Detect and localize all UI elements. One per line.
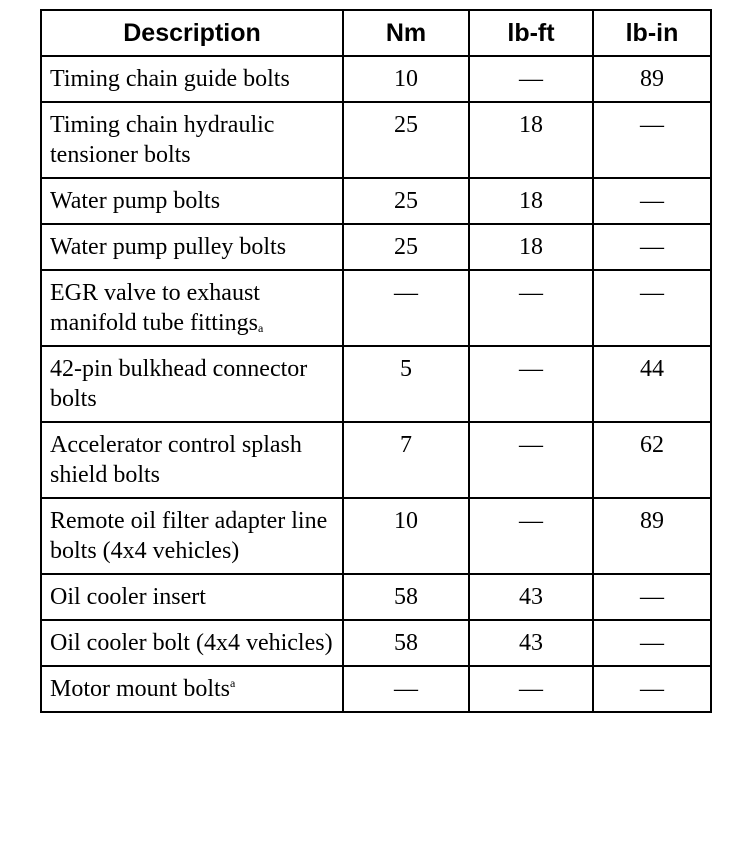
row-lbft: — [469, 270, 593, 346]
table-row [41, 346, 711, 422]
table-row [41, 422, 711, 498]
header-row [41, 10, 711, 56]
row-description: Accelerator control splash shield bolts [41, 422, 343, 498]
row-description-cell [41, 666, 343, 712]
row-lbin: — [593, 574, 711, 620]
row-description: Oil cooler bolt (4x4 vehicles) [41, 620, 343, 666]
row-nm: 10 [343, 498, 469, 574]
header-lbft: lb-ft [469, 10, 593, 56]
row-lbft: 43 [469, 574, 593, 620]
row-description: Oil cooler insert [41, 574, 343, 620]
torque-spec-table [40, 9, 712, 713]
table-row [41, 102, 711, 178]
header-description: Description [41, 10, 343, 56]
table-row [41, 666, 711, 712]
row-nm: 25 [343, 102, 469, 178]
row-description: Timing chain hydraulic tensioner bolts [41, 102, 343, 178]
table-row [41, 574, 711, 620]
row-nm: 10 [343, 56, 469, 102]
row-nm: 58 [343, 620, 469, 666]
table-row [41, 224, 711, 270]
row-lbft: 18 [469, 102, 593, 178]
row-nm: 58 [343, 574, 469, 620]
row-description: Timing chain guide bolts [41, 56, 343, 102]
row-lbft: 43 [469, 620, 593, 666]
table-row [41, 178, 711, 224]
row-lbft: — [469, 56, 593, 102]
row-lbft: 18 [469, 178, 593, 224]
row-lbin: — [593, 270, 711, 346]
row-lbin: 89 [593, 498, 711, 574]
row-lbin: 89 [593, 56, 711, 102]
row-description: Water pump bolts [41, 178, 343, 224]
row-lbft: 18 [469, 224, 593, 270]
footnote-marker: a [230, 676, 236, 690]
table-row [41, 270, 711, 346]
row-nm: — [343, 270, 469, 346]
table-row [41, 498, 711, 574]
row-lbin: — [593, 224, 711, 270]
header-lbin: lb-in [593, 10, 711, 56]
footnote-marker: a [257, 321, 264, 335]
table-row [41, 56, 711, 102]
row-description: 42-pin bulkhead connector bolts [41, 346, 343, 422]
table-row [41, 620, 711, 666]
row-lbin: — [593, 620, 711, 666]
row-description: Motor mount bolts [50, 676, 231, 702]
row-lbft: — [469, 666, 593, 712]
row-lbin: — [593, 178, 711, 224]
row-lbin: — [593, 102, 711, 178]
row-lbin: 44 [593, 346, 711, 422]
row-nm: 5 [343, 346, 469, 422]
header-nm: Nm [343, 10, 469, 56]
row-lbft: — [469, 422, 593, 498]
row-nm: 7 [343, 422, 469, 498]
row-description: Remote oil filter adapter line bolts (4x4 vehicles) [41, 498, 343, 574]
row-description-cell [41, 270, 343, 346]
row-nm: — [343, 666, 469, 712]
row-nm: 25 [343, 178, 469, 224]
row-description: Water pump pulley bolts [41, 224, 343, 270]
row-lbft: — [469, 346, 593, 422]
row-lbft: — [469, 498, 593, 574]
row-lbin: 62 [593, 422, 711, 498]
row-nm: 25 [343, 224, 469, 270]
row-description: EGR valve to exhaust manifold tube fittings [50, 280, 260, 336]
row-lbin: — [593, 666, 711, 712]
